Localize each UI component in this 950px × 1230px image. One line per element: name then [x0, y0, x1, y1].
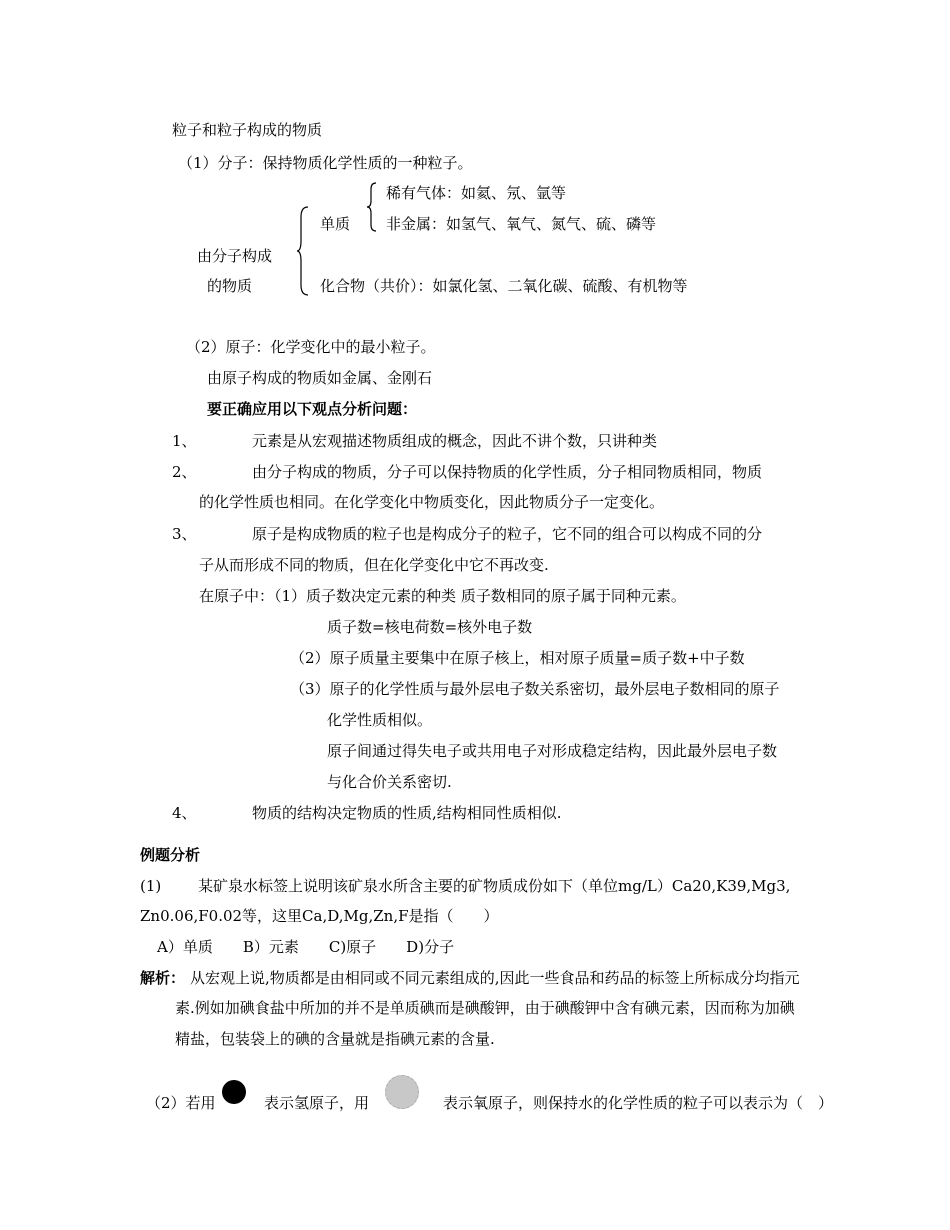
question-2-part1: （2）若用 [146, 1094, 216, 1112]
simple-substance-label: 单质 [320, 215, 351, 233]
question-2-part3: 表示氧原子，则保持水的化学性质的粒子可以表示为（ ） [443, 1094, 834, 1112]
atom-examples: 由原子构成的物质如金属、金刚石 [207, 369, 433, 387]
question-2-part2: 表示氢原子，用 [264, 1094, 370, 1112]
analysis-line3: 精盐，包装袋上的碘的含量就是指碘元素的含量. [175, 1030, 495, 1048]
noble-gas-line: 稀有气体：如氦、氖、氩等 [386, 184, 567, 202]
analysis-line2: 素.例如加碘食盐中所加的并不是单质碘而是碘酸钾，由于碘酸钾中含有碘元素，因而称为加碘 [175, 999, 795, 1017]
in-atom-point-3-line2: 化学性质相似。 [327, 711, 433, 729]
in-atom-equation: 质子数=核电荷数=核外电子数 [327, 618, 533, 636]
in-atom-point-2: （2）原子质量主要集中在原子核上，相对原子质量=质子数+中子数 [290, 649, 745, 667]
question-1-options: A）单质 B）元素 C)原子 D)分子 [157, 938, 455, 956]
question-1-line2: Zn0.06,F0.02等，这里Ca,D,Mg,Zn,F是指（ ） [140, 907, 499, 925]
outer-brace [296, 205, 310, 297]
analysis-label: 解析： [140, 969, 186, 987]
viewpoint-2-text-line1: 由分子构成的物质，分子可以保持物质的化学性质，分子相同物质相同，物质 [252, 463, 763, 481]
question-1-line1: 某矿泉水标签上说明该矿泉水所含主要的矿物质成份如下（单位mg/L）Ca20,K39,Mg3, [198, 877, 791, 895]
section-title: 粒子和粒子构成的物质 [172, 121, 323, 139]
question-1-number: (1) [140, 877, 162, 895]
atom-heading: （2）原子：化学变化中的最小粒子。 [186, 338, 436, 356]
viewpoint-3-text-line2: 子从而形成不同的物质，但在化学变化中它不再改变. [199, 556, 549, 574]
in-atom-point-3-line4: 与化合价关系密切. [327, 773, 452, 791]
viewpoint-1-text: 元素是从宏观描述物质组成的概念，因此不讲个数，只讲种类 [252, 432, 658, 450]
examples-title: 例题分析 [140, 846, 201, 864]
molecule-heading: （1）分子：保持物质化学性质的一种粒子。 [178, 154, 473, 172]
group-label-line2: 的物质 [207, 277, 253, 295]
viewpoint-1-number: 1、 [172, 432, 197, 450]
viewpoint-3-text-line1: 原子是构成物质的粒子也是构成分子的粒子，它不同的组合可以构成不同的分 [252, 525, 763, 543]
group-label-line1: 由分子构成 [197, 247, 273, 265]
in-atom-point-3-line1: （3）原子的化学性质与最外层电子数关系密切，最外层电子数相同的原子 [290, 680, 780, 698]
in-atom-lead: 在原子中：（1）质子数决定元素的种类 质子数相同的原子属于同种元素。 [199, 587, 686, 605]
viewpoints-title: 要正确应用以下观点分析问题： [207, 400, 418, 418]
hydrogen-atom-icon [222, 1080, 246, 1104]
in-atom-point-3-line3: 原子间通过得失电子或共用电子对形成稳定结构，因此最外层电子数 [327, 742, 778, 760]
viewpoint-2-text-line2: 的化学性质也相同。在化学变化中物质变化，因此物质分子一定变化。 [199, 493, 665, 511]
compound-line: 化合物（共价）：如氯化氢、二氧化碳、硫酸、有机物等 [320, 277, 688, 295]
inner-brace [366, 181, 378, 233]
nonmetal-line: 非金属：如氢气、氧气、氮气、硫、磷等 [386, 215, 657, 233]
viewpoint-2-number: 2、 [172, 463, 197, 481]
analysis-line1: 从宏观上说,物质都是由相同或不同元素组成的,因此一些食品和药品的标签上所标成分均指元 [190, 969, 800, 987]
viewpoint-4-text: 物质的结构决定物质的性质,结构相同性质相似. [252, 804, 562, 822]
viewpoint-4-number: 4、 [172, 804, 197, 822]
viewpoint-3-number: 3、 [172, 525, 197, 543]
oxygen-atom-icon [385, 1075, 419, 1109]
